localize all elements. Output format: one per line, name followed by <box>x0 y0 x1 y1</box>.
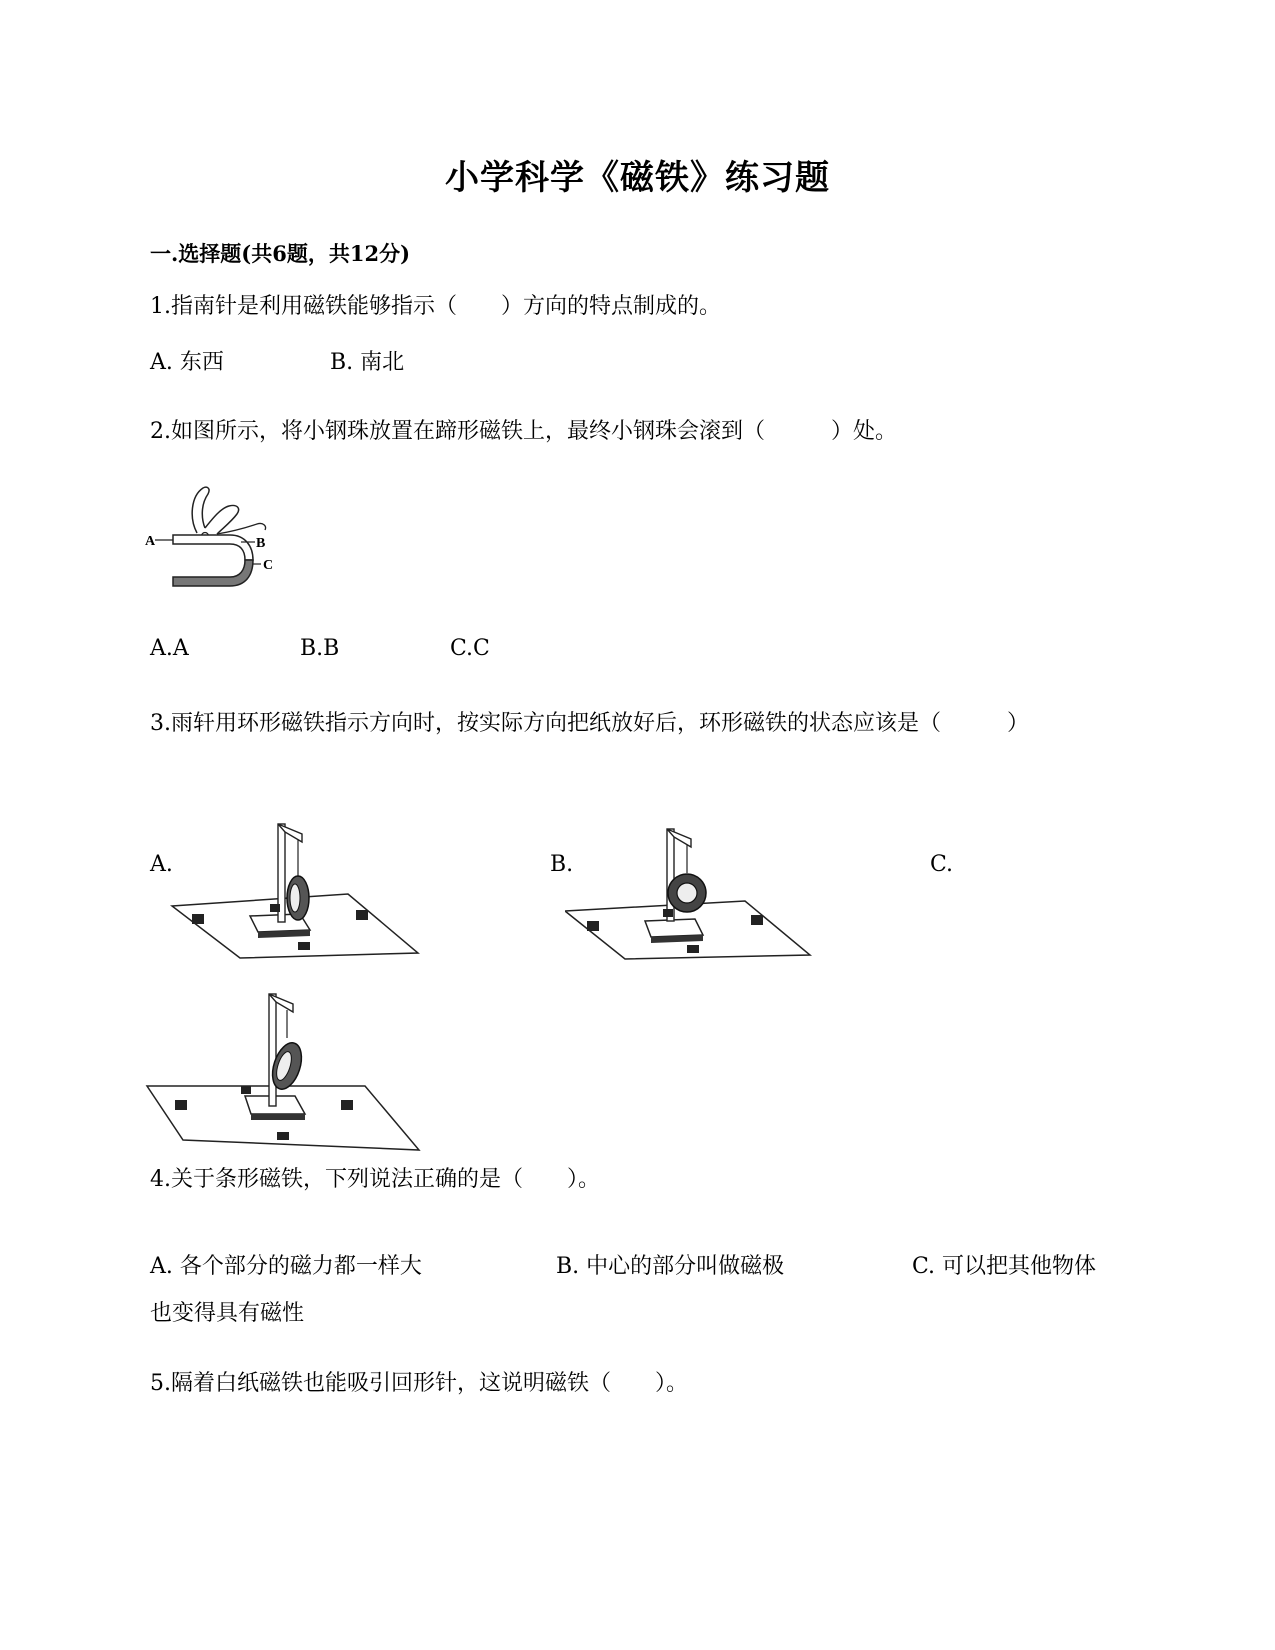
horseshoe-magnet-figure <box>145 478 285 618</box>
ring-magnet-figure-b <box>565 825 825 975</box>
question-5-stem: 5.隔着白纸磁铁也能吸引回形针，这说明磁铁（ ）。 <box>150 1371 688 1396</box>
question-3-stem: 3.雨轩用环形磁铁指示方向时，按实际方向把纸放好后，环形磁铁的状态应该是（ ） <box>150 711 1029 736</box>
question-4-stem: 4.关于条形磁铁，下列说法正确的是（ ）。 <box>150 1167 600 1192</box>
ring-magnet-figure-c <box>145 990 425 1155</box>
question-1-stem: 1.指南针是利用磁铁能够指示（ ）方向的特点制成的。 <box>150 294 721 319</box>
figure-label-b: B <box>256 536 266 551</box>
question-2-option-c: C.C <box>450 636 490 661</box>
question-4-option-b: B. 中心的部分叫做磁极 <box>556 1254 785 1279</box>
figure-label-a: A <box>145 534 156 549</box>
ring-magnet-figure-a <box>170 818 430 968</box>
question-3-option-a: A. <box>150 852 173 877</box>
section-heading: 一.选择题(共6题，共12分) <box>150 241 411 266</box>
question-4-option-a: A. 各个部分的磁力都一样大 <box>150 1254 422 1279</box>
figure-label-c: C <box>263 558 274 573</box>
question-4-option-c-continued: 也变得具有磁性 <box>150 1301 305 1326</box>
question-1-option-b: B. 南北 <box>330 350 405 375</box>
question-2-option-a: A.A <box>150 636 189 661</box>
question-1-option-a: A. 东西 <box>150 350 224 375</box>
question-3-option-c: C. <box>930 852 954 877</box>
page-title: 小学科学《磁铁》练习题 <box>445 158 830 198</box>
question-3-option-b: B. <box>550 852 574 877</box>
question-2-stem: 2.如图所示，将小钢珠放置在蹄形磁铁上，最终小钢珠会滚到（ ）处。 <box>150 419 897 444</box>
question-2-option-b: B.B <box>300 636 340 661</box>
question-4-option-c: C. 可以把其他物体 <box>912 1254 1097 1279</box>
